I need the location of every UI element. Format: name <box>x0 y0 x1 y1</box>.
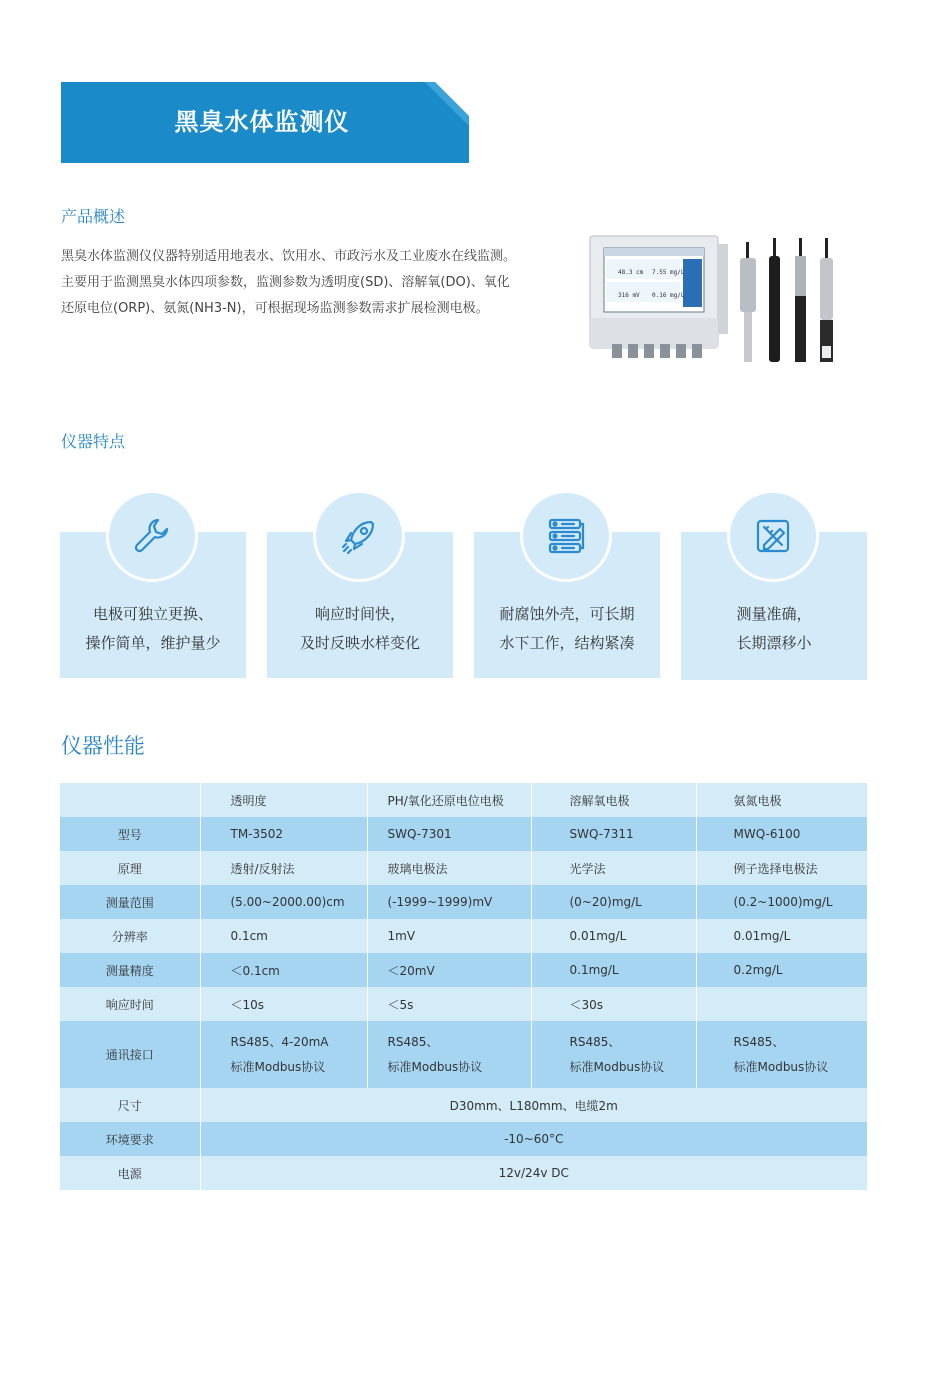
table-header-row <box>60 783 867 817</box>
table-cell: TM-3502 <box>200 817 367 851</box>
table-header-cell: PH/氧化还原电位电极 <box>367 783 531 817</box>
row-label: 型号 <box>60 817 200 851</box>
features-heading: 仪器特点 <box>61 432 126 451</box>
feature-card-text <box>474 600 660 658</box>
svg-text:48.3 cm: 48.3 cm <box>618 269 644 276</box>
row-label: 测量范围 <box>60 885 200 919</box>
table-cell: (-1999~1999)mV <box>367 885 531 919</box>
cell-line: 标准Modbus协议 <box>387 1059 483 1074</box>
table-cell: (5.00~2000.00)cm <box>200 885 367 919</box>
table-cell <box>696 987 867 1021</box>
row-label: 环境要求 <box>60 1122 200 1156</box>
overview-heading: 产品概述 <box>61 207 126 226</box>
table-cell: 玻璃电极法 <box>367 851 531 885</box>
table-cell: MWQ-6100 <box>696 817 867 851</box>
table-header-cell: 氨氮电极 <box>696 783 867 817</box>
table-cell: (0~20)mg/L <box>531 885 696 919</box>
table-cell: 12v/24v DC <box>200 1156 867 1190</box>
table-row <box>60 1156 867 1190</box>
table-cell: ＜30s <box>531 987 696 1021</box>
row-label: 测量精度 <box>60 953 200 987</box>
table-cell <box>200 1021 367 1088</box>
feature-line-2: 水下工作，结构紧凑 <box>499 634 635 652</box>
table-cell: -10~60°C <box>200 1122 867 1156</box>
feature-line-2: 长期漂移小 <box>736 634 812 652</box>
cell-line: 标准Modbus协议 <box>230 1059 326 1074</box>
table-cell <box>696 1021 867 1088</box>
table-row <box>60 1021 867 1088</box>
table-cell <box>531 1021 696 1088</box>
row-label: 响应时间 <box>60 987 200 1021</box>
feature-line-2: 操作简单，维护量少 <box>85 634 221 652</box>
server-stack-icon <box>520 490 612 582</box>
feature-card-text <box>60 600 246 658</box>
row-label: 分辨率 <box>60 919 200 953</box>
table-cell: 0.01mg/L <box>696 919 867 953</box>
table-cell: 例子选择电极法 <box>696 851 867 885</box>
row-label: 通讯接口 <box>60 1021 200 1088</box>
cell-line: RS485、 <box>569 1034 621 1049</box>
table-cell: (0.2~1000)mg/L <box>696 885 867 919</box>
cell-line: RS485、 <box>387 1034 439 1049</box>
table-cell: 光学法 <box>531 851 696 885</box>
feature-line-1: 电极可独立更换、 <box>92 605 213 623</box>
spec-table <box>60 783 867 1190</box>
feature-line-1: 耐腐蚀外壳，可长期 <box>499 605 635 623</box>
table-cell: 0.2mg/L <box>696 953 867 987</box>
table-cell: ＜10s <box>200 987 367 1021</box>
table-cell: SWQ-7311 <box>531 817 696 851</box>
feature-card-text <box>267 600 453 658</box>
table-row <box>60 953 867 987</box>
product-image <box>588 234 844 370</box>
feature-line-1: 响应时间快， <box>314 605 405 623</box>
table-cell: ＜5s <box>367 987 531 1021</box>
cell-line: 标准Modbus协议 <box>569 1059 665 1074</box>
table-cell: ＜0.1cm <box>200 953 367 987</box>
feature-line-1: 测量准确， <box>736 605 812 623</box>
table-header-cell <box>60 783 200 817</box>
row-label: 电源 <box>60 1156 200 1190</box>
feature-card-text <box>681 600 867 658</box>
table-cell: 0.01mg/L <box>531 919 696 953</box>
table-row <box>60 1122 867 1156</box>
table-cell <box>367 1021 531 1088</box>
table-cell: D30mm、L180mm、电缆2m <box>200 1088 867 1122</box>
overview-text: 黑臭水体监测仪仪器特别适用地表水、饮用水、市政污水及工业废水在线监测。主要用于监测黑臭水体四项参数，监测参数为透明度(SD)、溶解氧(DO)、氧化还原电位(ORP)、氨氮(NH3-N)，可根据现场监测参数需求扩展检测电极。 <box>61 249 517 316</box>
table-row <box>60 817 867 851</box>
table-row <box>60 987 867 1021</box>
page-title: 黑臭水体监测仪 <box>174 108 350 136</box>
cell-line: 标准Modbus协议 <box>733 1059 829 1074</box>
table-row <box>60 919 867 953</box>
pencil-ruler-icon <box>727 490 819 582</box>
svg-text:0.16 mg/L: 0.16 mg/L <box>652 292 685 299</box>
table-cell: 透射/反射法 <box>200 851 367 885</box>
row-label: 尺寸 <box>60 1088 200 1122</box>
table-header-cell: 溶解氧电极 <box>531 783 696 817</box>
cell-line: RS485、 <box>733 1034 785 1049</box>
table-cell: 0.1mg/L <box>531 953 696 987</box>
performance-heading: 仪器性能 <box>61 734 145 758</box>
row-label: 原理 <box>60 851 200 885</box>
table-cell: 1mV <box>367 919 531 953</box>
rocket-icon <box>313 490 405 582</box>
table-row <box>60 1088 867 1122</box>
table-cell: 0.1cm <box>200 919 367 953</box>
cell-line: RS485、4-20mA <box>230 1034 329 1049</box>
title-banner <box>61 82 469 163</box>
feature-line-2: 及时反映水样变化 <box>299 634 420 652</box>
table-cell: SWQ-7301 <box>367 817 531 851</box>
wrench-icon <box>106 490 198 582</box>
svg-text:316 mV: 316 mV <box>618 292 640 299</box>
table-cell: ＜20mV <box>367 953 531 987</box>
table-row <box>60 885 867 919</box>
table-row <box>60 851 867 885</box>
table-header-cell: 透明度 <box>200 783 367 817</box>
svg-text:7.55 mg/L: 7.55 mg/L <box>652 269 685 276</box>
